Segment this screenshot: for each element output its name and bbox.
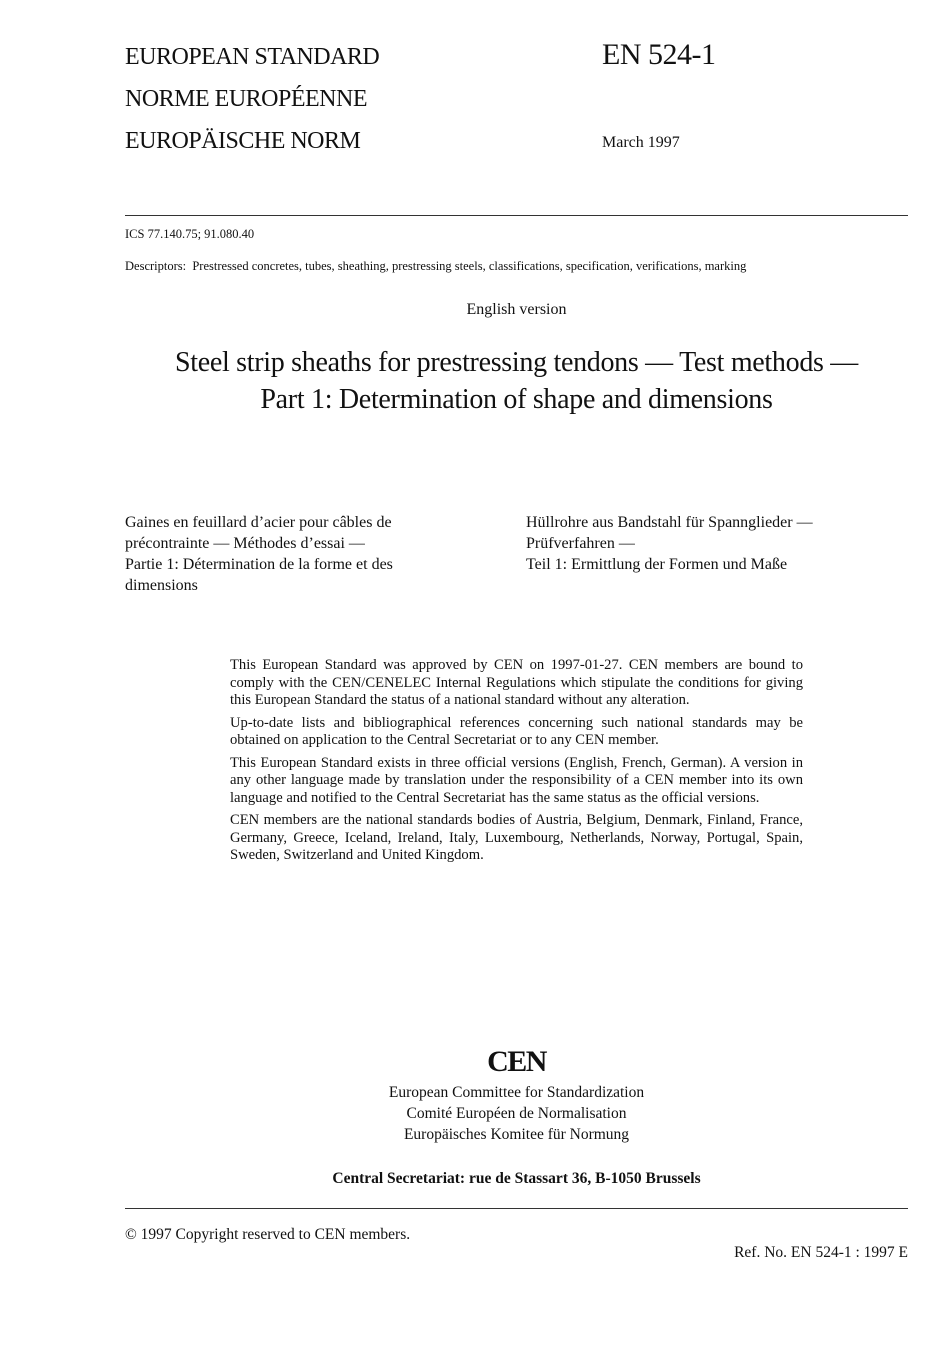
- notice-paragraph: CEN members are the national standards bodies of Austria, Belgium, Denmark, Finland, France, Germany, Greece, Iceland, Ireland, Italy, Luxembourg, Netherlands, Norway, Portugal, Spain, Sweden, Switzerland and United Kingdom.: [230, 812, 803, 863]
- standard-name-french: NORME EUROPÉENNE: [125, 86, 367, 112]
- document-title: [125, 344, 908, 418]
- title-french-line: Gaines en feuillard d’acier pour câbles de: [125, 514, 392, 531]
- footer-divider: [125, 1208, 908, 1209]
- title-german-line: Prüfverfahren —: [526, 535, 635, 552]
- approval-notice: [230, 657, 803, 870]
- notice-paragraph: Up-to-date lists and bibliographical references concerning such national standards may be obtained on application to the Central Secretariat or to any CEN member.: [230, 714, 803, 748]
- title-german-line: Teil 1: Ermittlung der Formen und Maße: [526, 556, 788, 573]
- title-french-line: dimensions: [125, 577, 198, 594]
- title-french: [125, 512, 465, 596]
- committee-name-french: Comité Européen de Normalisation: [406, 1105, 627, 1122]
- committee-names: [125, 1082, 908, 1145]
- title-german-line: Hüllrohre aus Bandstahl für Spannglieder —: [526, 514, 813, 531]
- descriptors: [125, 259, 746, 274]
- title-french-line: Partie 1: Détermination de la forme et des: [125, 556, 393, 573]
- committee-name-german: Europäisches Komitee für Normung: [403, 1126, 630, 1143]
- descriptors-label: Descriptors:: [125, 259, 187, 273]
- central-secretariat-address: Central Secretariat: rue de Stassart 36, B-1050 Brussels: [332, 1170, 701, 1187]
- title-french-line: précontrainte — Méthodes d’essai —: [125, 535, 365, 552]
- header-divider: [125, 215, 908, 216]
- notice-paragraph: This European Standard was approved by CEN on 1997-01-27. CEN members are bound to comply with the CEN/CENELEC Internal Regulations which stipulate the conditions for giving this European Standard the status of a national standard without any alteration.: [230, 657, 803, 708]
- standard-name-english: EUROPEAN STANDARD: [125, 44, 380, 70]
- title-german: [526, 512, 908, 575]
- standard-name-german: EUROPÄISCHE NORM: [125, 128, 361, 154]
- standard-number: EN 524-1: [602, 38, 716, 71]
- descriptors-text: Prestressed concretes, tubes, sheathing, prestressing steels, classifications, specification, verifications, marking: [192, 259, 747, 273]
- committee-name-english: European Committee for Standardization: [388, 1084, 645, 1101]
- copyright-notice: © 1997 Copyright reserved to CEN members.: [125, 1226, 411, 1243]
- notice-paragraph: This European Standard exists in three official versions (English, French, German). A version in any other language made by translation under the responsibility of a CEN member into its own language and notified to the Central Secretariat has the same status as the official versions.: [230, 754, 803, 806]
- publication-date: March 1997: [602, 134, 680, 151]
- title-line-1: Steel strip sheaths for prestressing tendons — Test methods —: [174, 347, 859, 378]
- cen-logo: CEN: [487, 1045, 546, 1078]
- ics-code: ICS 77.140.75; 91.080.40: [125, 227, 255, 241]
- version-label: English version: [466, 301, 567, 318]
- reference-number: Ref. No. EN 524-1 : 1997 E: [734, 1244, 908, 1261]
- title-line-2: Part 1: Determination of shape and dimensions: [260, 384, 773, 415]
